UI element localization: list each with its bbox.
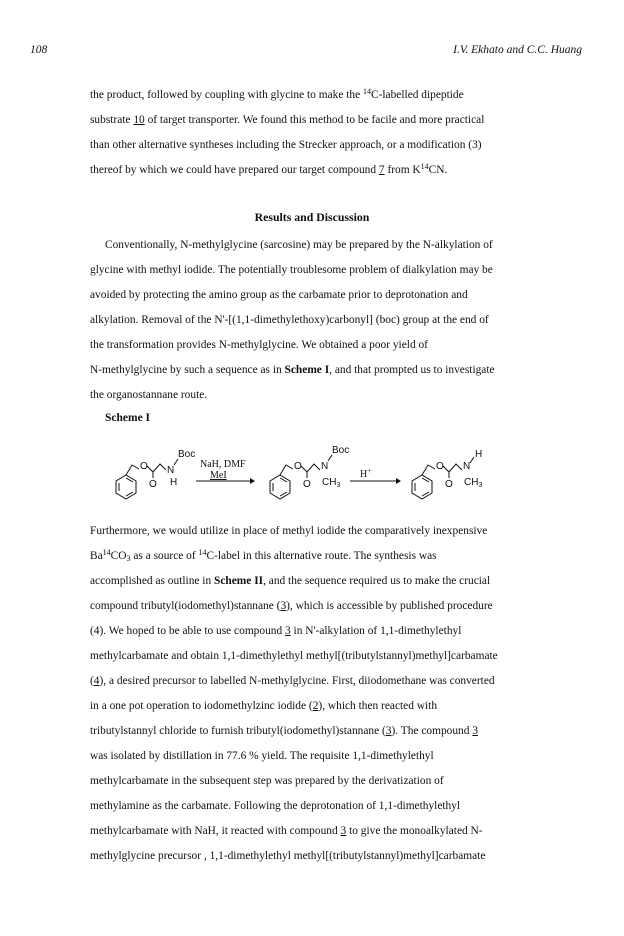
atom-h: H	[170, 477, 178, 488]
text-line: than other alternative syntheses including the Strecker approach, or a modification (3)	[90, 139, 482, 151]
text-line	[90, 624, 461, 638]
scheme-label: Scheme I	[105, 412, 151, 424]
methyl-group: $CH_3$	[322, 477, 341, 489]
text-line: the transformation provides N-methylglycine. We obtained a poor yield of	[90, 339, 428, 351]
compound-ref: 10	[133, 114, 145, 126]
text-line	[90, 724, 478, 738]
molecule-sarcosine-benzyl-ester	[412, 449, 482, 499]
text-span: compound tributyl(iodomethyl)stannane (	[90, 600, 281, 612]
compound-ref: 7	[378, 164, 385, 176]
text-span: as a source of	[130, 550, 199, 562]
text-span: , and the sequence required us to make the crucial	[263, 575, 491, 587]
text-span: C-label in this alternative route. The synthesis was	[206, 550, 437, 562]
text-line: was isolated by distillation in 77.6 % yield. The requisite 1,1-dimethylethyl	[90, 750, 434, 762]
section-heading: Results and Discussion	[254, 210, 370, 224]
text-span: methylcarbamate with NaH, it reacted with compound	[90, 825, 341, 837]
text-line: avoided by protecting the amino group as the carbamate prior to deprotonation and	[90, 289, 468, 301]
boc-group: Boc	[332, 445, 350, 456]
compound-ref: 3	[385, 725, 392, 737]
boc-group: Boc	[178, 449, 196, 460]
text-line: glycine with methyl iodide. The potentially troublesome problem of dialkylation may be	[90, 264, 493, 276]
text-line	[90, 699, 437, 713]
scheme-diagram	[112, 435, 532, 505]
scheme-ref: Scheme I	[284, 364, 330, 376]
atom-o: O	[445, 479, 453, 490]
molecule-boc-sarcosine-benzyl-ester	[270, 445, 349, 499]
text-line	[90, 88, 464, 102]
text-span: ). The compound	[391, 725, 473, 737]
text-span: tributylstannyl chloride to furnish tributyl(iodomethyl)stannane (	[90, 725, 386, 737]
text-span: in N'-alkylation of 1,1-dimethylethyl	[290, 625, 462, 637]
text-line: the organostannane route.	[90, 389, 208, 401]
text-span: Ba	[90, 550, 103, 562]
text-line	[90, 599, 493, 613]
compound-ref: 2	[312, 700, 319, 712]
text-line: Conventionally, N-methylglycine (sarcosine) may be prepared by the N-alkylation of	[105, 239, 493, 251]
text-line	[90, 574, 490, 588]
text-span: to give the monoalkylated N-	[346, 825, 483, 837]
text-span: of target transporter. We found this method to be facile and more practical	[144, 114, 485, 126]
text-line	[90, 363, 495, 377]
text-line	[90, 549, 437, 563]
atom-o: O	[436, 461, 444, 472]
text-line: alkylation. Removal of the N'-[(1,1-dimethylethoxy)carbonyl] (boc) group at the end of	[90, 314, 489, 326]
atom-h: H	[475, 449, 483, 460]
page-number: 108	[30, 44, 48, 56]
compound-ref: 3	[340, 825, 347, 837]
atom-o: O	[140, 461, 148, 472]
compound-ref: 3	[472, 725, 478, 737]
reagent-acid: H+	[360, 467, 372, 480]
superscript: 14	[363, 87, 371, 96]
atom-o: O	[294, 461, 302, 472]
text-line: methylcarbamate and obtain 1,1-dimethylethyl methyl[(tributylstannyl)methyl]carbamate	[90, 650, 498, 662]
text-line: methylamine as the carbamate. Following the deprotonation of 1,1-dimethylethyl	[90, 800, 461, 812]
text-span: N-methylglycine by such a sequence as in	[90, 364, 285, 376]
text-span: substrate	[90, 114, 134, 126]
superscript: 14	[420, 162, 429, 171]
compound-ref: 3	[280, 600, 287, 612]
text-span: CN.	[428, 164, 448, 176]
text-span: ), which then reacted with	[318, 700, 438, 712]
text-span: (4). We hoped to be able to use compound	[90, 625, 285, 637]
reagent-nah-dmf: NaH, DMF	[200, 459, 246, 470]
atom-o: O	[303, 479, 311, 490]
text-span: accomplished as outline in	[90, 575, 215, 587]
atom-n: N	[167, 465, 175, 476]
text-span: thereof by which we could have prepared our target compound	[90, 164, 379, 176]
text-span: ), a desired precursor to labelled N-methylglycine. First, diiodomethane was converted	[99, 675, 495, 687]
compound-ref: 3	[285, 625, 291, 637]
superscript: 14	[198, 548, 207, 557]
compound-ref: 4	[93, 675, 100, 687]
text-span: ), which is accessible by published procedure	[286, 600, 493, 612]
reagent-mei: MeI	[210, 470, 227, 481]
text-span: C-labelled dipeptide	[371, 89, 464, 101]
atom-o: O	[149, 479, 157, 490]
text-span: the product, followed by coupling with glycine to make the	[90, 89, 363, 101]
molecule-boc-glycine-benzyl-ester	[116, 449, 195, 499]
text-line: Furthermore, we would utilize in place of methyl iodide the comparatively inexpensive	[90, 525, 488, 537]
text-line	[90, 674, 495, 688]
text-line	[90, 163, 447, 177]
atom-n: N	[463, 461, 471, 472]
atom-n: N	[321, 461, 329, 472]
text-span: in a one pot operation to iodomethylzinc iodide (	[90, 700, 313, 712]
text-line	[90, 824, 483, 838]
text-line: methylcarbamate in the subsequent step was prepared by the derivatization of	[90, 775, 444, 787]
methyl-group: $CH_3$	[464, 477, 483, 489]
scheme-ref: Scheme II	[214, 575, 264, 587]
text-span: (	[90, 675, 94, 687]
text-line	[90, 113, 484, 127]
superscript: 14	[102, 548, 111, 557]
text-span: , and that prompted us to investigate	[329, 364, 495, 376]
text-span: from K	[384, 164, 421, 176]
running-head: I.V. Ekhato and C.C. Huang	[453, 44, 582, 56]
text-line: methylglycine precursor , 1,1-dimethylethyl methyl[(tributylstannyl)methyl]carbamate	[90, 850, 486, 862]
text-span: CO	[110, 550, 127, 562]
subscript: 3	[126, 554, 131, 563]
